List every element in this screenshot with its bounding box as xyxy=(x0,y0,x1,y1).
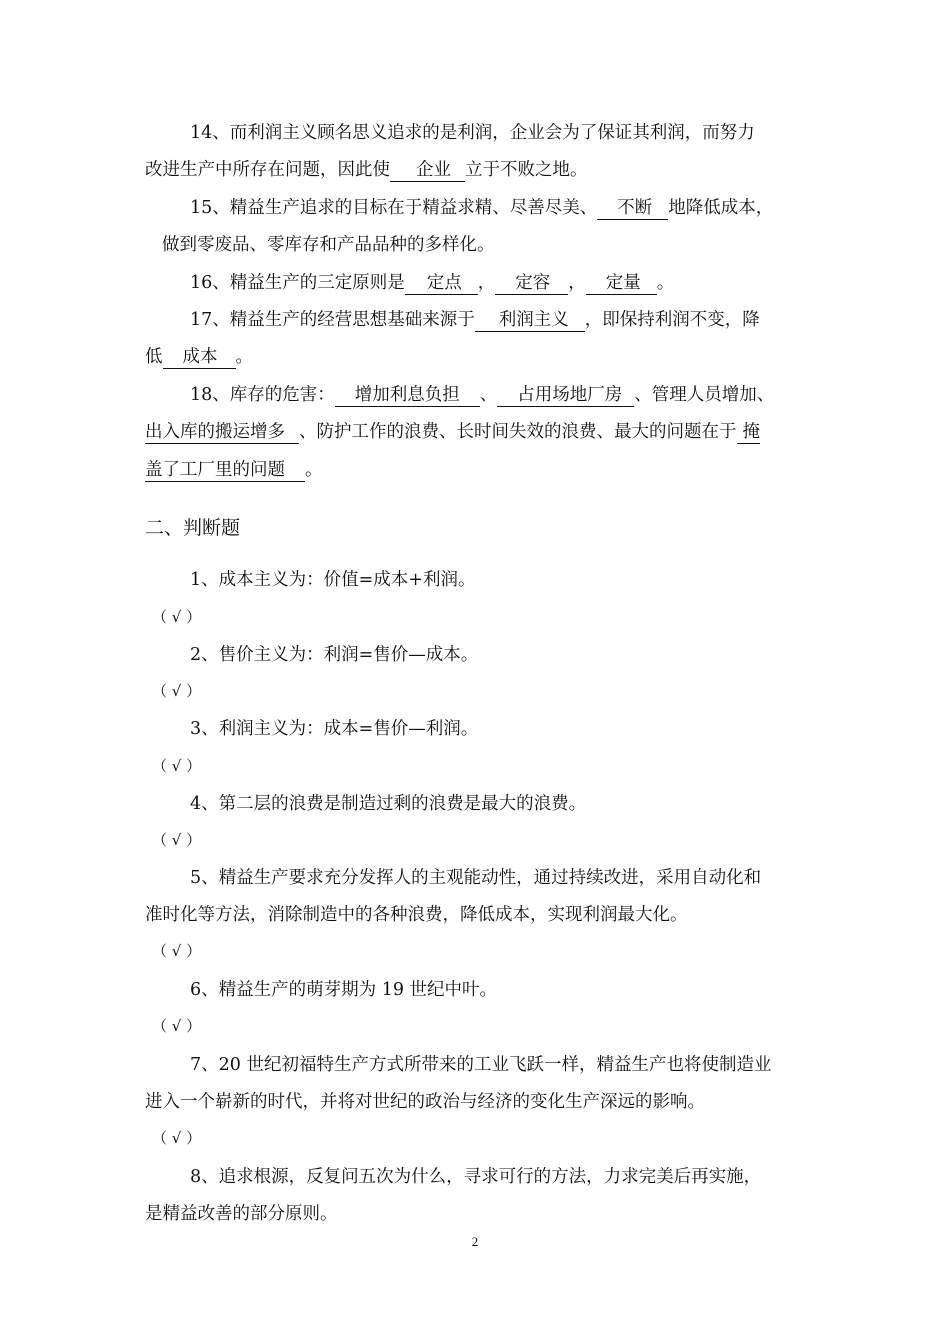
judgment-item-8: 8、追求根源，反复问五次为什么，寻求可行的方法，力求完美后再实施， xyxy=(190,1167,762,1187)
judgment-mark: （ √ ） xyxy=(152,831,202,849)
section-title: 二、判断题 xyxy=(145,517,241,539)
q18-line2: 出入库的搬运增多 、防护工作的浪费、长时间失效的浪费、最大的问题在于 掩 xyxy=(145,422,760,442)
q17-line2: 低 成本 。 xyxy=(145,347,253,367)
answer-blank: 盖了工厂里的问题 xyxy=(145,459,305,482)
judgment-item-7-cont: 进入一个崭新的时代，并将对世纪的政治与经济的变化生产深远的影响。 xyxy=(145,1092,705,1112)
judgment-item-5-cont: 准时化等方法，消除制造中的各种浪费，降低成本，实现利润最大化。 xyxy=(145,905,688,925)
answer-blank: 定容 xyxy=(495,272,568,295)
judgment-item-5: 5、精益生产要求充分发挥人的主观能动性，通过持续改进，采用自动化和 xyxy=(190,868,762,888)
answer-blank: 掩 xyxy=(737,421,761,444)
q17-line1: 17、精益生产的经营思想基础来源于 利润主义 ，即保持利润不变，降 xyxy=(190,310,760,330)
answer-blank: 定点 xyxy=(405,272,478,295)
q18-line1: 18、库存的危害： 增加利息负担 、 占用场地厂房 、管理人员增加、 xyxy=(190,385,775,405)
q15-line2: 做到零废品、零库存和产品品种的多样化。 xyxy=(162,235,495,255)
q15-line1: 15、精益生产追求的目标在于精益求精、尽善尽美、 不断 地降低成本， xyxy=(190,198,774,218)
judgment-mark: （ √ ） xyxy=(152,757,202,775)
judgment-item-3: 3、利润主义为：成本=售价—利润。 xyxy=(190,719,479,739)
q14-line2: 改进生产中所存在问题，因此使 企业 立于不败之地。 xyxy=(145,160,588,180)
answer-blank: 定量 xyxy=(586,272,657,295)
answer-blank: 出入库的搬运增多 xyxy=(145,421,299,444)
answer-blank: 不断 xyxy=(597,197,668,220)
judgment-mark: （ √ ） xyxy=(152,1017,202,1035)
answer-blank: 企业 xyxy=(390,159,465,182)
q18-line3: 盖了工厂里的问题 。 xyxy=(145,460,323,480)
judgment-mark: （ √ ） xyxy=(152,608,202,626)
judgment-mark: （ √ ） xyxy=(152,942,202,960)
judgment-item-4: 4、第二层的浪费是制造过剩的浪费是最大的浪费。 xyxy=(190,794,587,814)
answer-blank: 占用场地厂房 xyxy=(497,384,634,407)
answer-blank: 成本 xyxy=(163,346,236,369)
answer-blank: 增加利息负担 xyxy=(335,384,480,407)
page-number: 2 xyxy=(471,1234,479,1249)
judgment-mark: （ √ ） xyxy=(152,682,202,700)
judgment-item-2: 2、售价主义为：利润=售价—成本。 xyxy=(190,645,479,665)
q14-line1: 14、而利润主义顾名思义追求的是利润，企业会为了保证其利润，而努力 xyxy=(190,123,755,143)
judgment-item-7: 7、20 世纪初福特生产方式所带来的工业飞跃一样，精益生产也将使制造业 xyxy=(190,1055,772,1075)
answer-blank: 利润主义 xyxy=(475,309,585,332)
judgment-item-6: 6、精益生产的萌芽期为 19 世纪中叶。 xyxy=(190,980,498,1000)
judgment-mark: （ √ ） xyxy=(152,1129,202,1147)
q16-line: 16、精益生产的三定原则是 定点 ， 定容 ， 定量 。 xyxy=(190,273,675,293)
judgment-item-1: 1、成本主义为：价值=成本+利润。 xyxy=(190,570,476,590)
judgment-item-8-cont: 是精益改善的部分原则。 xyxy=(145,1204,338,1224)
